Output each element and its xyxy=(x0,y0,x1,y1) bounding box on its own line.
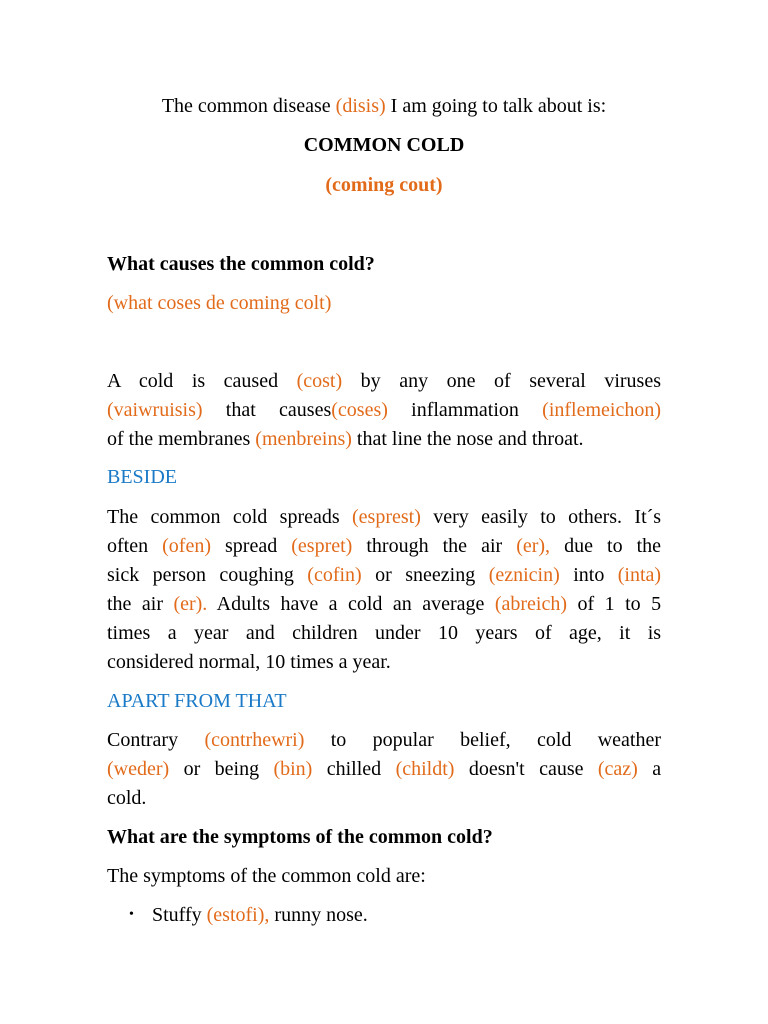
word: the xyxy=(107,593,132,615)
word: being xyxy=(214,758,260,780)
word: to xyxy=(607,535,623,557)
text: of the membranes xyxy=(107,428,256,450)
heading-causes: What causes the common cold? xyxy=(107,253,375,275)
word: easily xyxy=(481,506,528,528)
word: to xyxy=(540,506,556,528)
para3-line3: cold. xyxy=(107,787,147,809)
para1-line2 xyxy=(107,396,661,424)
word: belief, xyxy=(460,729,511,751)
word: it xyxy=(619,622,631,644)
word: person xyxy=(152,564,206,586)
word: to xyxy=(625,593,641,615)
document-title: COMMON COLD xyxy=(303,134,465,156)
word: very xyxy=(433,506,469,528)
word: through xyxy=(366,535,429,557)
word: cold xyxy=(138,370,174,392)
word: others. xyxy=(568,506,623,528)
pronunciation: (bin) xyxy=(273,758,313,780)
word: children xyxy=(292,622,358,644)
word: coughing xyxy=(219,564,294,586)
word: sick xyxy=(107,564,140,586)
para2-line2 xyxy=(107,532,661,560)
word: 10 xyxy=(437,622,458,644)
word: an xyxy=(392,593,412,615)
word: age, xyxy=(569,622,602,644)
pronunciation: (caz) xyxy=(597,758,638,780)
para1-line1 xyxy=(107,367,661,395)
word: It´s xyxy=(634,506,662,528)
word: Adults xyxy=(216,593,270,615)
word: often xyxy=(107,535,149,557)
pronunciation: (menbreins) xyxy=(255,428,352,450)
bullet-marker: • xyxy=(129,907,134,922)
word: to xyxy=(330,729,347,751)
word: due xyxy=(564,535,593,557)
text: that line the nose and throat. xyxy=(351,428,584,450)
pronunciation: (esprest) xyxy=(352,506,421,528)
word: have xyxy=(280,593,319,615)
word: cause xyxy=(539,758,584,780)
word: into xyxy=(573,564,605,586)
pronunciation: (contrhewri) xyxy=(204,729,305,751)
word: spreads xyxy=(279,506,340,528)
pronunciation: (ofen) xyxy=(162,535,211,557)
word: common xyxy=(150,506,221,528)
word: chilled xyxy=(326,758,382,780)
word: is xyxy=(191,370,206,392)
heading-causes-pronunciation: (what coses de coming colt) xyxy=(107,292,332,314)
word: one xyxy=(446,370,476,392)
word: a xyxy=(328,593,338,615)
word: doesn't xyxy=(468,758,525,780)
text: Stuffy xyxy=(152,904,207,926)
word: cold xyxy=(348,593,383,615)
word: times xyxy=(107,622,151,644)
pronunciation: (abreich) xyxy=(494,593,568,615)
para3-line1 xyxy=(107,726,661,754)
pronunciation: (inflemeichon) xyxy=(542,399,661,421)
word: caused xyxy=(223,370,279,392)
word: several xyxy=(529,370,586,392)
word: air xyxy=(481,535,503,557)
pronunciation: (estofi), xyxy=(206,904,270,926)
para2-line4 xyxy=(107,590,661,618)
pronunciation: (er). xyxy=(173,593,208,615)
word: sneezing xyxy=(405,564,476,586)
word: popular xyxy=(372,729,434,751)
para1-line3 xyxy=(107,425,661,453)
pronunciation: (vaiwruisis) xyxy=(107,399,203,421)
pronunciation: (inta) xyxy=(617,564,662,586)
word: 1 xyxy=(604,593,615,615)
para2-line1 xyxy=(107,503,661,531)
pronunciation: (espret) xyxy=(291,535,353,557)
word: of xyxy=(494,370,511,392)
word: that xyxy=(225,399,256,421)
intro-text-before: The common disease xyxy=(161,95,336,117)
para2-line6: considered normal, 10 times a year. xyxy=(107,651,391,673)
word: weather xyxy=(597,729,662,751)
pronunciation: (cost) xyxy=(296,370,343,392)
word: the xyxy=(636,535,662,557)
word: any xyxy=(399,370,429,392)
word: average xyxy=(422,593,485,615)
word: inflammation xyxy=(411,399,519,421)
word: a xyxy=(167,622,177,644)
pronunciation: (weder) xyxy=(107,758,170,780)
word: or xyxy=(183,758,201,780)
word: a xyxy=(652,758,662,780)
word: of xyxy=(577,593,595,615)
word: viruses xyxy=(604,370,662,392)
pronunciation: (childt) xyxy=(395,758,455,780)
para3-line2 xyxy=(107,755,661,783)
intro-pronunciation: (disis) xyxy=(335,95,386,117)
text: runny nose. xyxy=(269,904,368,926)
word: of xyxy=(534,622,552,644)
word: 5 xyxy=(651,593,662,615)
pronunciation: (eznicin) xyxy=(488,564,560,586)
word: cold xyxy=(536,729,572,751)
heading-symptoms: What are the symptoms of the common cold? xyxy=(107,826,493,848)
word: is xyxy=(647,622,662,644)
word: The xyxy=(107,506,139,528)
word-with-pronunciation: causes(coses) xyxy=(279,399,388,421)
word: or xyxy=(375,564,392,586)
word: spread xyxy=(225,535,278,557)
word: cold xyxy=(232,506,268,528)
word: Contrary xyxy=(107,729,179,751)
para2-line5 xyxy=(107,619,661,647)
connector-apart-from-that: APART FROM THAT xyxy=(107,690,287,712)
symptoms-intro: The symptoms of the common cold are: xyxy=(107,865,426,887)
word: and xyxy=(245,622,275,644)
connector-beside: BESIDE xyxy=(107,466,177,488)
word: the xyxy=(442,535,468,557)
word: under xyxy=(375,622,421,644)
word: air xyxy=(141,593,163,615)
pronunciation: (cofin) xyxy=(307,564,362,586)
word: years xyxy=(475,622,518,644)
document-title-pronunciation: (coming cout) xyxy=(325,174,443,196)
word: year xyxy=(194,622,229,644)
word: by xyxy=(360,370,381,392)
intro-line xyxy=(107,92,661,120)
intro-text-after: I am going to talk about is: xyxy=(385,95,607,117)
word: A xyxy=(107,370,121,392)
list-item-text xyxy=(152,901,368,929)
pronunciation: (er), xyxy=(516,535,551,557)
para2-line3 xyxy=(107,561,661,589)
